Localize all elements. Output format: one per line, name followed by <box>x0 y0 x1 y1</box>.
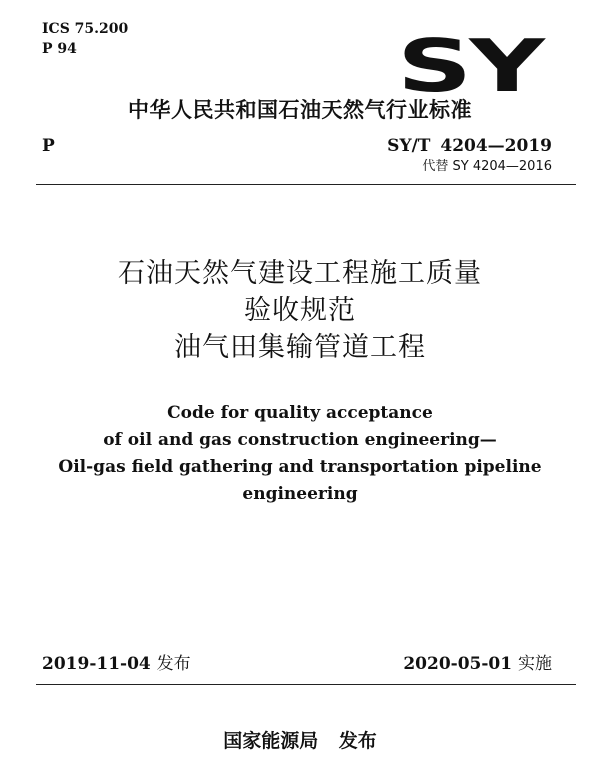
implementation-date-block <box>403 652 552 676</box>
issue-date: 2019-11-04 <box>42 654 151 674</box>
standard-number: SY/T 4204—2019 <box>387 136 552 156</box>
top-divider <box>36 184 576 185</box>
publisher: 国家能源局 发布 <box>223 730 377 752</box>
category-letter: P <box>42 136 55 156</box>
sy-logo: SY <box>397 24 542 108</box>
issue-label: 发布 <box>156 654 191 674</box>
standard-type-title: 中华人民共和国石油天然气行业标准 <box>128 98 472 122</box>
english-title-line-1: Code for quality acceptance <box>167 403 433 423</box>
chinese-title-line-1: 石油天然气建设工程施工质量 <box>118 258 482 289</box>
ics-code: ICS 75.200 <box>42 21 129 37</box>
english-title-line-2: of oil and gas construction engineering— <box>103 430 497 450</box>
implementation-label: 实施 <box>518 654 552 674</box>
bottom-divider <box>36 684 576 685</box>
issue-date-block <box>42 652 191 676</box>
replaces-note: 代替 SY 4204—2016 <box>422 159 552 174</box>
classification-code: P 94 <box>42 41 77 57</box>
chinese-title-line-2: 验收规范 <box>244 295 356 326</box>
chinese-title-line-3: 油气田集输管道工程 <box>174 332 426 363</box>
english-title-line-3: Oil-gas field gathering and transportation pipeline engineering <box>58 457 542 504</box>
implementation-date: 2020-05-01 <box>403 654 513 674</box>
